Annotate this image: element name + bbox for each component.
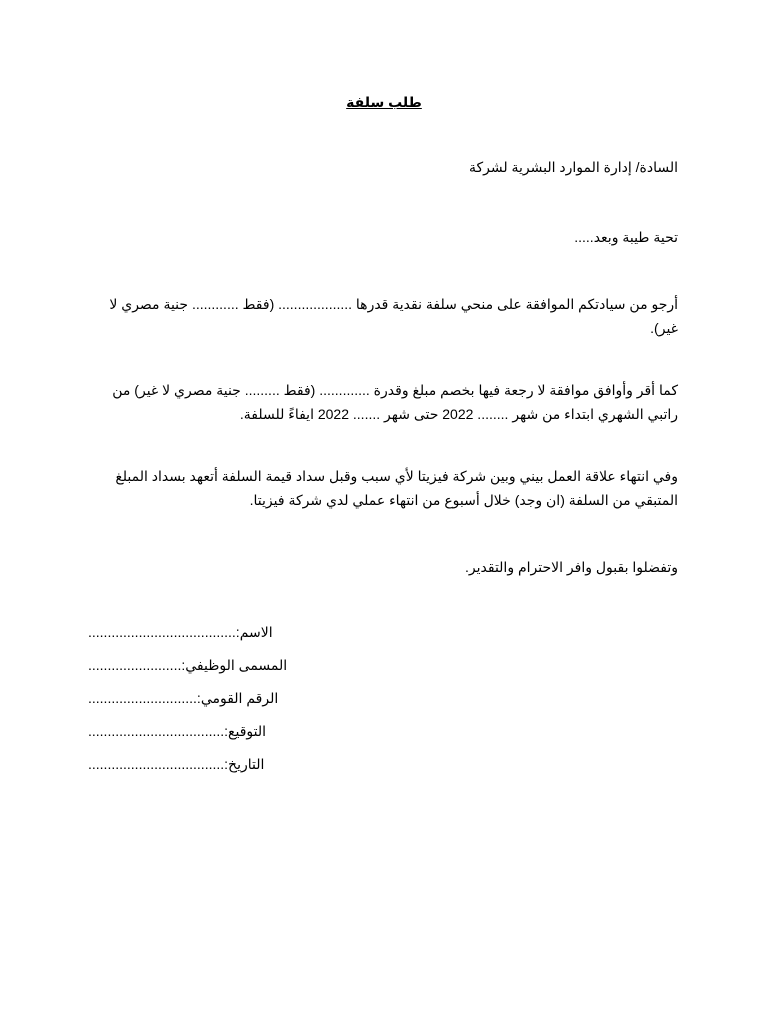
signature-field: ...................................:التوقيع xyxy=(88,723,267,739)
closing-line: وتفضلوا بقبول وافر الاحترام والتقدير. xyxy=(465,559,678,575)
addressee-line: السادة/ إدارة الموارد البشرية لشركة xyxy=(468,159,678,175)
name-field: ......................................:الاسم xyxy=(88,624,273,640)
salary-deduction-paragraph: كما أقر وأوافق موافقة لا رجعة فيها بخصم مبلغ وقدرة ............. (فقط ......... جنية مصري لا غير) من راتبي الشهري ابتداء من شهر ........ 2022 حتى شهر ....... 2022 ايفاءً للسلفة. xyxy=(112,382,678,422)
document-title: طلب سلفة xyxy=(346,94,422,110)
loan-request-paragraph: أرجو من سيادتكم الموافقة على منحي سلفة نقدية قدرها ................... (فقط ............ جنية مصري لا غير). xyxy=(109,296,678,336)
job-title-field: ........................:المسمى الوظيفي xyxy=(88,657,288,673)
national-id-field: ............................:الرقم القومي xyxy=(88,690,279,706)
employment-end-paragraph: وفي انتهاء علاقة العمل بيني وبين شركة فيزيتا لأي سبب وقبل سداد قيمة السلفة أتعهد بسداد المبلغ المتبقي من السلفة (ان وجد) خلال أسبوع من انتهاء عملي لدي شركة فيزيتا. xyxy=(115,468,678,508)
date-field: ...................................:التاريخ xyxy=(88,756,265,772)
greeting-line: تحية طيبة وبعد..... xyxy=(574,229,678,245)
signature-fields xyxy=(88,621,318,786)
